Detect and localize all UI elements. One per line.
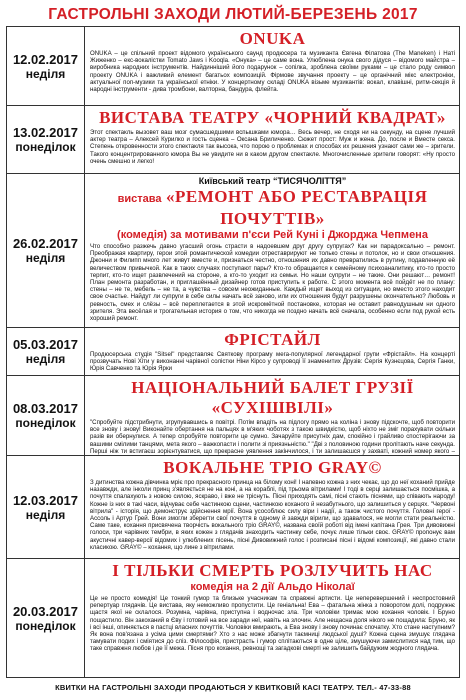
event-title: І ТІЛЬКИ СМЕРТЬ РОЗЛУЧИТЬ НАС: [112, 561, 433, 580]
event-date: 20.03.2017: [12, 603, 79, 619]
event-subtitle: комедія на 2 дії Альдо Ніколаї: [190, 581, 355, 593]
event-row: [7, 173, 459, 327]
event-content: [85, 559, 459, 677]
event-content: [85, 328, 459, 375]
event-title: «РЕМОНТ АБО РЕСТАВРАЦІЯ ПОЧУТТІВ»: [165, 187, 428, 228]
date-cell: [7, 328, 85, 375]
event-day: понеділок: [15, 416, 76, 430]
theatre-name: Київський театр “ТИСЯЧОЛІТТЯ”: [198, 176, 347, 186]
event-date: 26.02.2017: [12, 236, 79, 251]
event-day: понеділок: [15, 140, 76, 154]
event-subtitle: (комедія) за мотивами п'єси Рей Куні і Джорджа Чепмена: [117, 229, 428, 241]
event-description: Что способно разжечь давно угасший огонь страсти в надоевшем друг другу супругах? Как ни парадоксально – ремонт. Преображая квартиру, герои этой романтической комедии отреставрируют не только стены и потолок, но и свои отношения. Джонни и Филипп много лет живут вместе и, признаться честно, отношения их давно превратились в рутину, подавленную её величеством привычкой. Как в таких случаях поступают пары? Кто-то обращается к семейному психоаналитику, кто-то просто терпит, кто-то ищет развлечений на стороне, а кто-то уходит из семьи. Но наши супруги – не такие. Они решают… ремонт! План ремонта разработан, и приглашённый дизайнер готов приступить к работе. С этого момента всё пойдёт не по плану: стены – не те, мебель – не та, а чувства – совсем неожиданные. Каждый ищет выход из ситуации, но вместо этого находит свое счастье. Найдут ли супруги в себе силы начать всё заново, или их отношения будут разрушены окончательно? Любовь и ревность, смех и слёзы – всё переплетается в этой искромётной постановке, которая не оставит равнодушным ни одного зрителя. Эта весёлая и трогательная история о том, что никогда не поздно начать всё сначала, особенно если под рукой есть хороший ремонт.: [90, 243, 455, 323]
event-title: ВИСТАВА ТЕАТРУ «ЧОРНИЙ КВАДРАТ»: [99, 108, 446, 127]
event-day: неділя: [25, 507, 66, 522]
event-description: Продюсерська студія "Sitsel" представляє Святкову програму мега-популярної легендарної групи «Фрістайл». На концерті прозвучать Нові Хіти у виконанні чарівної солістки Ніни Кірсо у супроводі її знаменитих Друзів: Сергія Кузнєцова, Сергія Ганки, Юрія Савченко та Юрія Ярки: [90, 351, 455, 373]
date-cell: [7, 456, 85, 558]
event-date: 08.03.2017: [12, 401, 79, 416]
event-title: ФРІСТАЙЛ: [224, 330, 321, 349]
event-row: [7, 105, 459, 173]
page-title: ГАСТРОЛЬНІ ЗАХОДИ ЛЮТИЙ-БЕРЕЗЕНЬ 2017: [48, 6, 418, 23]
event-title: ONUKA: [239, 29, 306, 48]
date-cell: [7, 174, 85, 327]
event-description: Це не просто комедія! Це тонкий гумор та близьке учасникам та справжні артисти. Це неперевершений і неспростовний репертуар глядачів. Це вистава, яку неможливо пропустити. Це геніальна! Ева – фатальна жінка з поворотом долі, подружнє щастя якої не склалося. Розумна, чарівна, приступна і водночас зла. Три чоловіки тримає мою кохання чоловік. І Бруно пощастило. Він закоханий в Єву і готовий на все заради неї, навіть на злочин. Але нещасна доля нікого не пощадила: Бруно, як і всі інші, опиняється в пастці власних почуттів. Чоловіки вмирають, а Ева знову і знову починає спочатку. Хто стане наступним? Як вона пов'язана з усіма цими смертями? Хто з нас може збагнути таємниці людської душі? Кожна сцена змушує глядача тамувати подих і сміятися до сліз. Філософія, пристрасть і гумор сплітаються в одне ціле, змушуючи замислитися над тим, що таке справжня любов і де її межа. Пісня про кохання, ревнощі та загадкові смерті не залишить байдужим жодного глядача.: [90, 595, 455, 653]
event-row: [7, 455, 459, 558]
date-cell: [7, 559, 85, 677]
event-date: 12.03.2017: [12, 492, 79, 508]
event-content: [85, 106, 459, 173]
date-cell: [7, 376, 85, 455]
event-description: Этот спектакль вызовет ваш мозг сумасшедшими вспышками юмора… Весь вечер, не сходя ни на секунду, на сцене лучший актер театра – Алексей Курилко и гость сценка – Оксана Бриличенко. Сюжет прост: Муж и жена. До, после и Вместе секса. Степень откровенности этого спектакля так высока, что порою о проблемах и способах их решения узнают сами же – зрители. Такого концентрированного юмора Вы не увидите ни в каком другом спектакле. Многочисленные зрители говорят: «Ну просто очень смешно и легко!: [90, 129, 455, 165]
event-description: З дитинства кожна дівчинка мріє про прекрасного принца на білому коні! І напевно кожна з них чекає, що до неї коханий прийде назавжди, але інколи принц з'являється не на коні, а на кораблі, під трьома вітрилами! І тоді в серці залишається посмішка, а почуття спалахують з новою силою, яскраво, і вже не тріснуть. Пісні приходять самі, пісні стають піснями, що співають народу! Кожне із них в такі часи, відчуває себе частинкою сцени, частинкою коханого й незабутнього, що залишиться у серцях. "Червоні вітрила" - історія, що демонструє здійснення мрії. Вона усособлює силу віри і надії, а також чистого почуття. Головні герої - Ассоль і Артур Грей. Вони змогли зберегти свої почуття в одному й завжди вірили, що здавалося, не могли стати реальністю. Саме таке, кохання присвячена творчість вокального тріо GRAY©, названа своїй роботі від імені капітана Грея. Три дивовижні голоси, три чарівних тембри, в яких кожен з глядачів знаходить частинку себе, почує лише тільки своє. GRAY© пропонує вам акустичні кавер-версії відомих і улюблених пісень, пісні Дивовижний голос і розписані пісні і відомі композиції, які давно стали класикою. GRAY© – кохання, що лине з вітрилами.: [90, 479, 455, 551]
event-content: [85, 174, 459, 327]
event-day: неділя: [25, 352, 66, 366]
event-row: [7, 327, 459, 375]
date-cell: [7, 106, 85, 173]
event-date: 05.03.2017: [12, 337, 79, 352]
event-day: неділя: [25, 66, 66, 81]
events-table: [6, 26, 460, 678]
event-description: "Спробуйте підстрибнути, згрупувавшись в повітрі. Потім впадіть на підлогу прямо на коліна і знову підскочте, щоб повторити все знову і знову! Виконайте обертання на пальцях в м'яких чоботях з такою швидкістю, щоб ніхто не зміг порахувати скільки разів ви обернулися. А тепер спробуйте повторити це сумно. Зачаруйте присутніх дам, спокійно і грайливо спостерігаючи за вашими смілими танцями, мета якого – важкопасти і полити зі приязньністю." "Дві з половиною години пролітають наче секунда. Перші ніж ти встигаєш зорієнтуватися, що прекрасне уявлення закінчилося, і ти залишаєшся у захваті, кожний номер якого –: [90, 419, 455, 455]
event-description: ONUKA – це спільний проект відомого українського саунд продюсера та музиканта Євгена Філатова (The Maneken) і Наті Жиженко – екс-вокалістки Tomato Jaws і Kooqla. «Онука» – це саме вона. Улюблена онука свого дідуся – відомого майстра – виробника народних інструментів. Найдинніший його подарунок – сопілка, зроблена своїми руками – це стало роду символ проекту ONUKA і важливий елемент багатьох композицій. Фірмове звучання проекту – це органічний мікс електроніки, актуальної поп-музики та української етніки. У концертному складі ONUKA візьме музикантів: вокал, клавішні, ритм-секція й народні інструменти - дива тромбони, валторна, бандура, флейта.: [90, 50, 455, 94]
event-day: понеділок: [15, 618, 76, 633]
event-date: 12.02.2017: [12, 51, 79, 67]
event-content: [85, 27, 459, 105]
event-day: неділя: [25, 251, 66, 265]
event-row: [7, 558, 459, 677]
event-content: [85, 456, 459, 558]
event-title: ВОКАЛЬНЕ ТРІО GRAY©: [163, 458, 382, 477]
event-title-line: [90, 187, 455, 229]
event-row: [7, 375, 459, 455]
event-prefix: вистава: [117, 193, 162, 205]
date-cell: [7, 27, 85, 105]
event-date: 13.02.2017: [12, 125, 79, 140]
event-title: НАЦІОНАЛЬНИЙ БАЛЕТ ГРУЗІЇ «СУХІШВІЛІ»: [131, 378, 414, 417]
event-content: [85, 376, 459, 455]
ticket-info: КВИТКИ НА ГАСТРОЛЬНІ ЗАХОДИ ПРОДАЮТЬСЯ У КВИТКОВІЙ КАСІ ТЕАТРУ. ТЕЛ.- 47-33-88: [55, 683, 411, 692]
event-row: [7, 27, 459, 105]
